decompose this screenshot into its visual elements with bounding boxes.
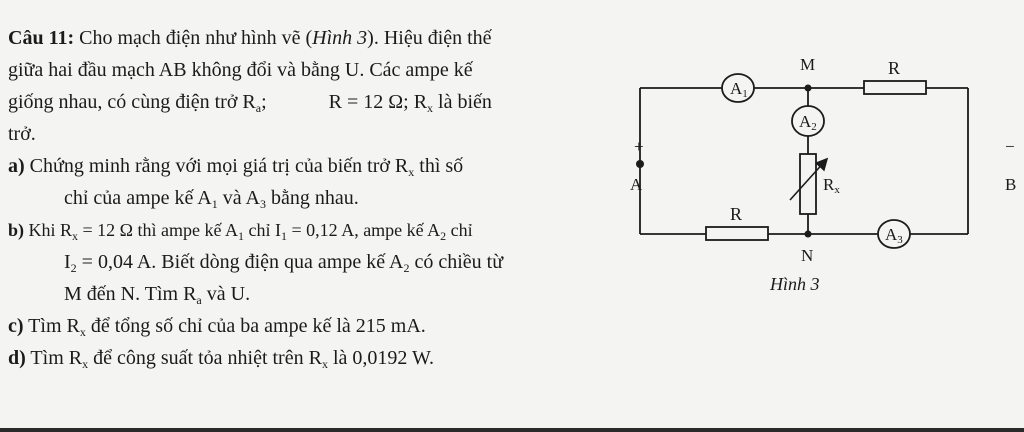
plus-sign: + xyxy=(634,137,644,156)
rheostat-rx xyxy=(790,154,840,214)
subscript: x xyxy=(79,325,86,339)
item-text: = 0,04 A. Biết dòng điện qua ampe kế A xyxy=(76,251,404,273)
item-text: là 0,0192 W. xyxy=(327,347,435,369)
intro-line-2 xyxy=(8,54,608,86)
item-text: thì số xyxy=(414,155,464,177)
node-n-dot xyxy=(805,231,812,238)
circuit-diagram xyxy=(620,40,1020,300)
node-m-dot xyxy=(805,85,812,92)
item-text: Khi R xyxy=(24,220,73,240)
subscript: x xyxy=(321,357,328,371)
ammeter-a2 xyxy=(792,106,824,136)
subscript: 2 xyxy=(70,261,77,275)
ammeter-a1 xyxy=(722,74,754,102)
svg-text:Rx: Rx xyxy=(823,175,840,196)
divider xyxy=(0,428,1024,432)
item-text: để tổng số chỉ của ba ampe kế là 215 mA. xyxy=(85,315,426,337)
item-text: có chiều từ xyxy=(409,251,504,273)
subscript: x xyxy=(82,357,89,371)
item-label: c) xyxy=(8,315,24,337)
intro-text: giữa hai đầu mạch AB không đổi và bằng U. Các ampe kế xyxy=(8,59,473,81)
item-text: chỉ xyxy=(446,220,473,240)
intro-line-1 xyxy=(8,22,608,54)
svg-text:A1: A1 xyxy=(730,79,748,100)
resistor-top-label: R xyxy=(888,58,901,78)
item-text: chỉ của ampe kế A xyxy=(64,187,212,209)
resistor-top xyxy=(864,81,926,94)
subscript: 1 xyxy=(281,229,288,243)
item-text: M đến N. Tìm R xyxy=(64,283,197,305)
item-text: để công suất tỏa nhiệt trên R xyxy=(88,347,322,369)
item-b-line-2 xyxy=(8,246,608,278)
item-b-line-1 xyxy=(8,214,608,246)
item-c-line xyxy=(8,310,608,342)
subscript: 2 xyxy=(403,261,410,275)
node-b-label: B xyxy=(1005,175,1017,194)
item-label: d) xyxy=(8,347,26,369)
intro-text: Cho mạch điện như hình vẽ ( xyxy=(74,27,313,49)
svg-text:A3: A3 xyxy=(885,225,903,246)
subscript: 3 xyxy=(259,197,266,211)
intro-line-3 xyxy=(8,86,608,118)
item-text: I xyxy=(64,251,71,273)
subscript: x xyxy=(72,229,79,243)
circuit-figure xyxy=(620,40,1020,300)
item-a-line-2 xyxy=(8,182,608,214)
question-number: Câu 11: xyxy=(8,27,75,49)
item-text: = 0,12 A, ampe kế A xyxy=(287,220,441,240)
minus-sign: − xyxy=(1005,137,1015,156)
ammeter-a3 xyxy=(878,220,910,248)
subscript: a xyxy=(196,293,202,307)
item-text: Tìm R xyxy=(23,315,80,337)
figure-reference: Hình 3 xyxy=(312,27,368,49)
intro-text: trở. xyxy=(8,123,36,145)
intro-line-4 xyxy=(8,118,608,150)
resistor-bottom xyxy=(706,227,768,240)
intro-text: là biến xyxy=(433,91,492,113)
terminal-a-dot xyxy=(636,160,644,168)
subscript: 2 xyxy=(440,229,447,243)
item-text: và U. xyxy=(201,283,251,305)
item-d-line xyxy=(8,342,608,374)
resistor-bottom-label: R xyxy=(730,204,743,224)
item-text: Tìm R xyxy=(25,347,83,369)
item-text: chỉ I xyxy=(244,220,282,240)
problem-text xyxy=(8,22,608,374)
item-label: a) xyxy=(8,155,25,177)
subscript: 1 xyxy=(238,229,245,243)
item-a-line-1 xyxy=(8,150,608,182)
intro-text: R = 12 Ω; R xyxy=(328,91,428,113)
item-text: và A xyxy=(217,187,260,209)
item-label: b) xyxy=(8,220,25,240)
item-b-line-3 xyxy=(8,278,608,310)
item-text: Chứng minh rằng với mọi giá trị của biến trở R xyxy=(24,155,409,177)
node-n-label: N xyxy=(801,246,814,265)
item-text: = 12 Ω thì ampe kế A xyxy=(78,220,239,240)
intro-text: ; xyxy=(261,91,267,113)
subscript: x xyxy=(408,165,415,179)
subscript: x xyxy=(427,101,434,115)
node-a-label: A xyxy=(630,175,643,194)
subscript: a xyxy=(255,101,262,115)
intro-text: ). Hiệu điện thế xyxy=(367,27,492,49)
figure-caption: Hình 3 xyxy=(770,274,820,294)
intro-text: giống nhau, có cùng điện trở R xyxy=(8,91,256,113)
svg-text:A2: A2 xyxy=(799,112,817,133)
subscript: 1 xyxy=(211,197,218,211)
node-m-label: M xyxy=(800,55,816,74)
item-text: bằng nhau. xyxy=(265,187,359,209)
